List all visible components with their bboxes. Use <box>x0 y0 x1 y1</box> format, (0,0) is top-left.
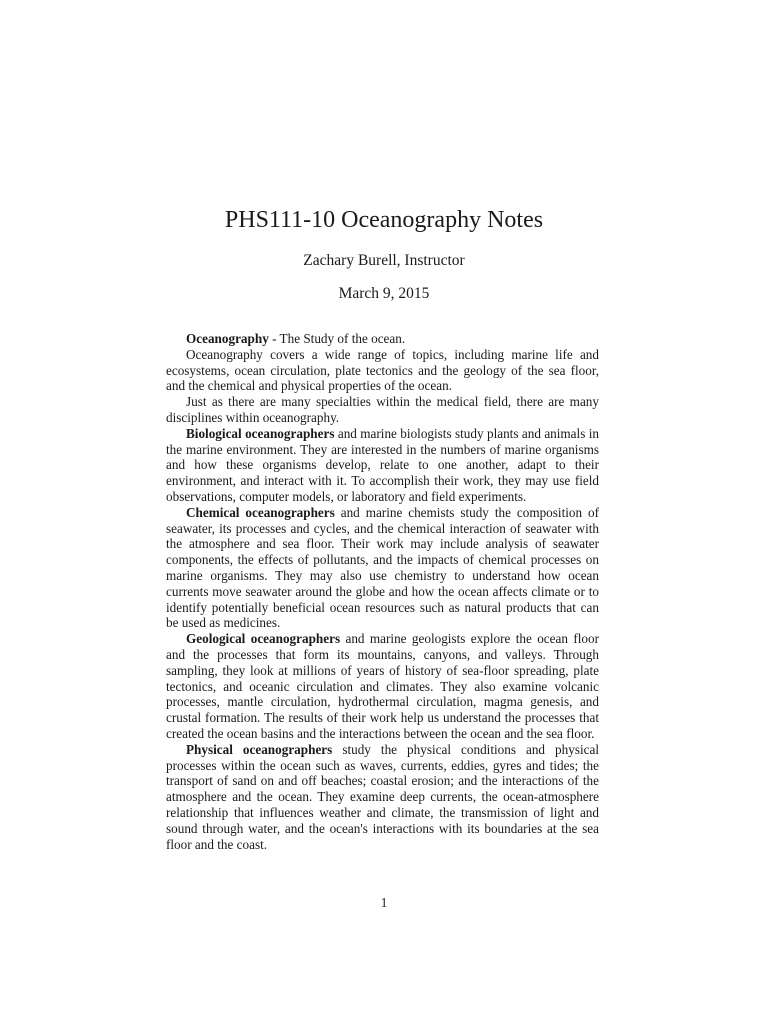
term-physical-oceanographers: Physical oceanographers <box>186 741 333 757</box>
paragraph-text: and marine geologists explore the ocean floor and the processes that form its mountains, canyons, and valleys. Through sampling, they look at millions of years of history of sea-floor spreading, plate tectonics, and oceanic circulation and climates. They also examine volcanic processes, mantle circulation, hydrothermal circulation, magma genesis, and crustal formation. The results of their work help us understand the processes that created the ocean basins and the interactions between the ocean and the sea floor. <box>166 631 599 741</box>
document-body <box>166 331 599 852</box>
term-geological-oceanographers: Geological oceanographers <box>186 631 341 647</box>
term-chemical-oceanographers: Chemical oceanographers <box>186 504 335 520</box>
paragraph-text: study the physical conditions and physical processes within the ocean such as waves, currents, eddies, gyres and tides; the transport of sand on and off beaches; coastal erosion; and the interactions of the atmosphere and the ocean. They examine deep currents, the ocean-atmosphere relationship that influences weather and climate, the transmission of light and sound through water, and the ocean's interactions with its boundaries at the sea floor and the coast. <box>166 741 600 852</box>
document-author: Zachary Burell, Instructor <box>303 252 465 269</box>
page-number: 1 <box>380 895 388 910</box>
paragraph-text: and marine biologists study plants and animals in the marine environment. They are interested in the numbers of marine organisms and how these organisms develop, relate to one another, adapt to their environment, and interact with it. To accomplish their work, they may use field observations, computer models, or laboratory and field experiments. <box>166 425 599 504</box>
paragraph-overview <box>166 347 599 394</box>
paragraph-physical <box>166 742 599 853</box>
paragraph-oceanography <box>166 331 599 347</box>
paragraph-text: Oceanography covers a wide range of topics, including marine life and ecosystems, ocean circulation, plate tectonics and the geology of the sea floor, and the chemical and physical properties of the ocean. <box>166 346 599 394</box>
document-title: PHS111-10 Oceanography Notes <box>224 207 544 233</box>
paragraph-text: - The Study of the ocean. <box>268 331 406 346</box>
paragraph-specialties <box>166 394 599 426</box>
document-date: March 9, 2015 <box>338 285 430 302</box>
paragraph-chemical <box>166 505 599 631</box>
paragraph-geological <box>166 631 599 742</box>
paragraph-text: and marine chemists study the composition of seawater, its processes and cycles, and the chemical interaction of seawater with the atmosphere and sea floor. Their work may include analysis of seawater components, the effects of pollutants, and the impacts of chemical processes on marine organisms. They may also use chemistry to understand how ocean currents move seawater around the globe and how the ocean affects climate or to identify potentially beneficial ocean resources such as natural products that can be used as medicines. <box>166 504 599 631</box>
paragraph-text: Just as there are many specialties within the medical field, there are many disciplines within oceanography. <box>166 394 599 425</box>
term-oceanography: Oceanography <box>186 331 269 346</box>
paragraph-biological <box>166 426 599 505</box>
term-biological-oceanographers: Biological oceanographers <box>186 425 335 441</box>
